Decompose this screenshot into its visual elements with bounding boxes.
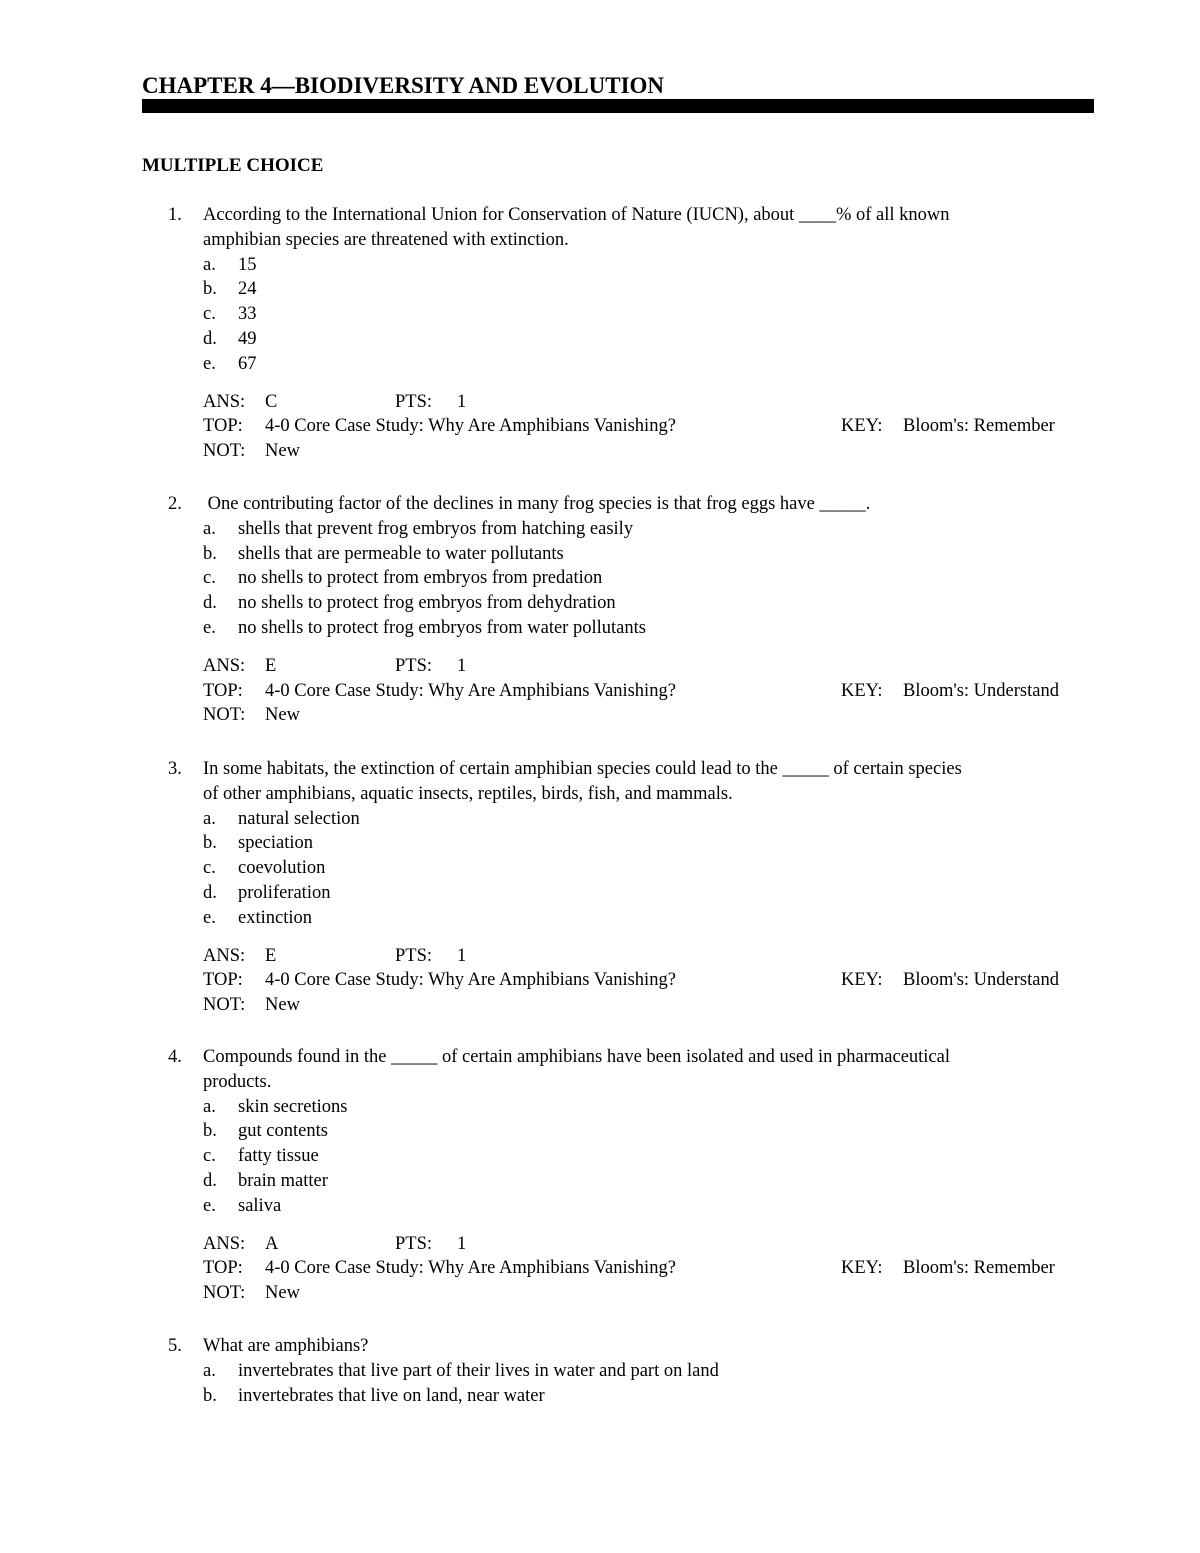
choice-d [203,327,1088,352]
choice-letter: b. [203,1121,217,1142]
answer-metadata [203,390,1088,464]
choice-a [203,517,1088,542]
not-label: NOT: [203,705,246,726]
choice-letter: c. [203,568,216,589]
choice-letter: b. [203,543,217,564]
choice-text: saliva [238,1195,282,1216]
note-line [203,993,1088,1018]
choice-text: no shells to protect frog embryos from dehydration [238,593,616,614]
answer-metadata [203,1232,1088,1306]
answer-line [203,654,1088,679]
ans-value: C [265,391,278,412]
answer-metadata [203,944,1088,1018]
ans-value: E [265,945,277,966]
choice-text: extinction [238,907,312,928]
choice-text: gut contents [238,1121,328,1142]
question-body [203,757,1088,1018]
section-heading: MULTIPLE CHOICE [142,155,324,176]
not-label: NOT: [203,1283,246,1304]
choice-letter: c. [203,1146,216,1167]
ans-label: ANS: [203,655,246,676]
topic-line [203,1256,1088,1281]
choice-text: no shells to protect frog embryos from water pollutants [238,617,646,638]
choice-letter: d. [203,328,217,349]
not-value: New [265,1283,300,1304]
choice-letter: e. [203,1195,216,1216]
choice-letter: d. [203,593,217,614]
question-stem-line: One contributing factor of the declines in many frog species is that frog eggs have _____. [203,494,871,514]
choice-letter: e. [203,353,216,374]
choice-b [203,277,1088,302]
choice-text: brain matter [238,1170,328,1191]
top-label: TOP: [203,680,243,701]
question-stem-line: In some habitats, the extinction of certain amphibian species could lead to the _____ of certain species [203,759,962,779]
pts-value: 1 [457,655,467,676]
not-value: New [265,995,300,1016]
top-value: 4-0 Core Case Study: Why Are Amphibians Vanishing? [265,1258,676,1279]
pts-value: 1 [457,945,467,966]
note-line [203,703,1088,728]
topic-line [203,968,1088,993]
top-value: 4-0 Core Case Study: Why Are Amphibians Vanishing? [265,416,676,437]
choice-letter: b. [203,279,217,300]
question-stem-line: of other amphibians, aquatic insects, reptiles, birds, fish, and mammals. [203,783,733,804]
key-value: Bloom's: Understand [903,970,1059,991]
question-stem-line: According to the International Union for Conservation of Nature (IUCN), about ____% of all known [203,205,950,225]
question-body [203,203,1088,464]
key-label: KEY: [841,1258,883,1279]
choice-letter: a. [203,254,216,275]
pts-value: 1 [457,391,467,412]
top-label: TOP: [203,970,243,991]
question-stem-line: Compounds found in the _____ of certain amphibians have been isolated and used in pharmaceutical [203,1047,950,1067]
choice-text: invertebrates that live part of their lives in water and part on land [238,1360,719,1381]
key-label: KEY: [841,970,883,991]
choice-text: coevolution [238,858,326,879]
ans-label: ANS: [203,945,246,966]
ans-label: ANS: [203,391,246,412]
choice-letter: d. [203,1170,217,1191]
choice-text: proliferation [238,882,331,903]
answer-metadata [203,654,1088,728]
key-value: Bloom's: Understand [903,680,1059,701]
choice-b [203,542,1088,567]
not-value: New [265,441,300,462]
not-label: NOT: [203,995,246,1016]
choice-a [203,1095,1088,1120]
answer-line [203,944,1088,969]
question-body [203,1334,1088,1408]
choice-text: skin secretions [238,1096,348,1117]
question-stem-line: amphibian species are threatened with extinction. [203,229,569,250]
choice-text: speciation [238,833,314,854]
choice-d [203,591,1088,616]
question-stem-line: products. [203,1071,272,1092]
choice-e [203,906,1088,931]
key-label: KEY: [841,416,883,437]
key-value: Bloom's: Remember [903,416,1055,437]
choice-letter: b. [203,1385,217,1406]
choice-letter: d. [203,882,217,903]
top-value: 4-0 Core Case Study: Why Are Amphibians Vanishing? [265,680,676,701]
top-label: TOP: [203,1258,243,1279]
choice-letter: a. [203,1096,216,1117]
choice-text: shells that are permeable to water pollutants [238,543,564,564]
choice-c [203,566,1088,591]
topic-line [203,679,1088,704]
top-label: TOP: [203,416,243,437]
pts-label: PTS: [395,945,433,966]
choice-letter: e. [203,617,216,638]
choice-letter: e. [203,907,216,928]
title-rule [142,99,1094,113]
question-number: 3. [168,759,182,779]
question-body [203,1045,1088,1306]
choice-a [203,1359,1088,1384]
question-number: 4. [168,1047,182,1067]
ans-value: E [265,655,277,676]
key-value: Bloom's: Remember [903,1258,1055,1279]
choice-d [203,1169,1088,1194]
choice-text: 67 [238,353,257,374]
ans-label: ANS: [203,1233,246,1254]
pts-value: 1 [457,1233,467,1254]
choice-c [203,856,1088,881]
topic-line [203,414,1088,439]
top-value: 4-0 Core Case Study: Why Are Amphibians Vanishing? [265,970,676,991]
ans-value: A [265,1233,279,1254]
choice-text: fatty tissue [238,1146,319,1167]
pts-label: PTS: [395,655,433,676]
choice-e [203,1194,1088,1219]
choice-b [203,831,1088,856]
choice-d [203,881,1088,906]
choice-e [203,352,1088,377]
choice-text: 33 [238,304,257,325]
choice-text: invertebrates that live on land, near water [238,1385,545,1406]
choice-b [203,1384,1088,1409]
choice-letter: b. [203,833,217,854]
note-line [203,439,1088,464]
choice-text: 49 [238,328,257,349]
choice-letter: c. [203,304,216,325]
answer-line [203,390,1088,415]
choice-c [203,1144,1088,1169]
choice-text: shells that prevent frog embryos from hatching easily [238,518,634,539]
not-label: NOT: [203,441,246,462]
pts-label: PTS: [395,1233,433,1254]
choice-e [203,616,1088,641]
question-body [203,492,1088,728]
key-label: KEY: [841,680,883,701]
choice-text: 24 [238,279,257,300]
choice-text: natural selection [238,808,360,829]
question-number: 1. [168,205,182,225]
question-stem-line: What are amphibians? [203,1336,369,1356]
choice-text: no shells to protect from embryos from predation [238,568,603,589]
choice-a [203,253,1088,278]
choice-letter: a. [203,808,216,829]
question-number: 2. [168,494,182,514]
pts-label: PTS: [395,391,433,412]
choice-a [203,807,1088,832]
note-line [203,1281,1088,1306]
choice-b [203,1119,1088,1144]
answer-line [203,1232,1088,1257]
question-number: 5. [168,1336,182,1356]
chapter-title: CHAPTER 4—BIODIVERSITY AND EVOLUTION [142,73,665,98]
not-value: New [265,705,300,726]
choice-letter: a. [203,518,216,539]
choice-text: 15 [238,254,257,275]
choice-c [203,302,1088,327]
choice-letter: c. [203,858,216,879]
choice-letter: a. [203,1360,216,1381]
